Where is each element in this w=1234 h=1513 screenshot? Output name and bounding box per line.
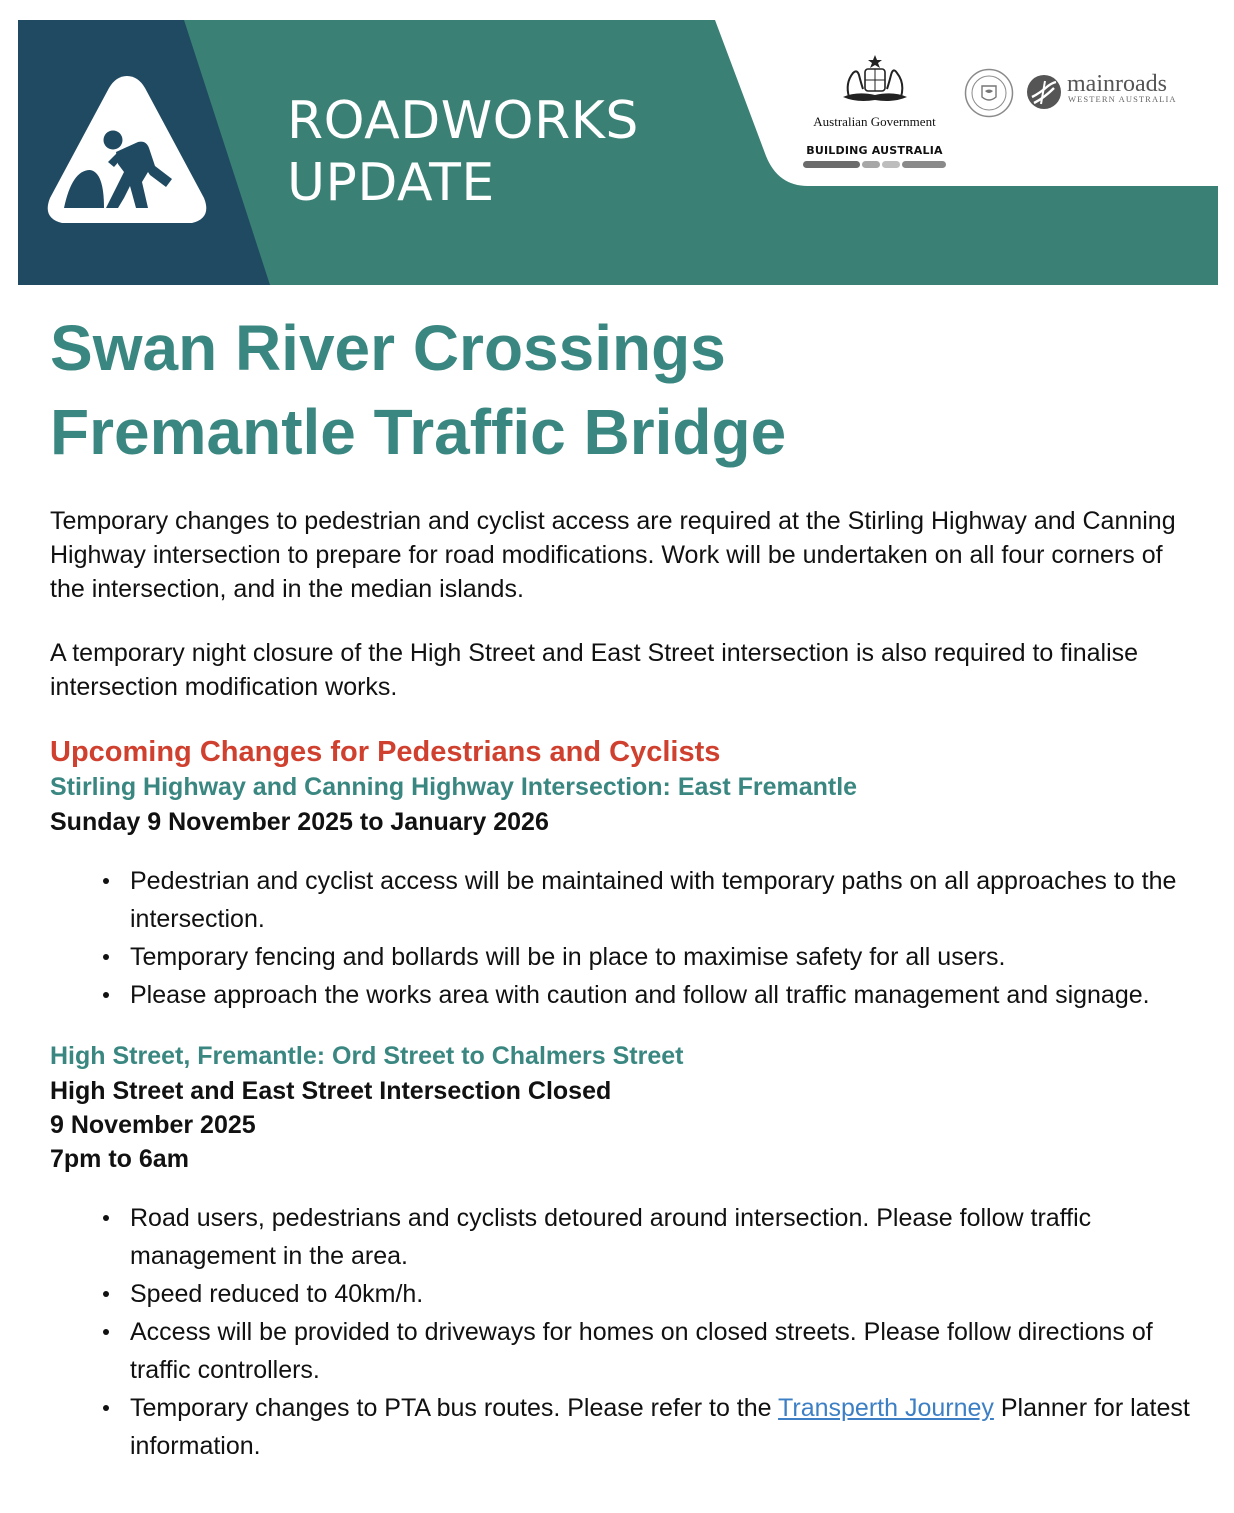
mainroads-subtitle: WESTERN AUSTRALIA xyxy=(1068,94,1177,104)
section-stirling-canning xyxy=(50,770,1190,1014)
bullet-dot xyxy=(103,1215,109,1221)
list-item xyxy=(130,1275,1190,1313)
changes-heading: Upcoming Changes for Pedestrians and Cyclists xyxy=(50,736,721,768)
section2-time: 7pm to 6am xyxy=(50,1145,189,1173)
coat-of-arms-icon xyxy=(837,53,913,107)
mainroads-logo xyxy=(1026,72,1186,112)
section-high-street xyxy=(50,1039,1190,1465)
australian-government-logo xyxy=(802,53,947,168)
list-item xyxy=(130,1313,1190,1389)
list-item-text: Pedestrian and cyclist access will be maintained with temporary paths on all approaches to the intersection. xyxy=(130,867,1177,933)
bullet-dot xyxy=(103,1405,109,1411)
list-item xyxy=(130,1389,1190,1465)
page-title xyxy=(50,306,1190,474)
banner-title-line2: UPDATE xyxy=(287,153,495,213)
intro-paragraph-2: A temporary night closure of the High Street and East Street intersection is also required to finalise intersection modification works. xyxy=(50,639,1139,701)
section2-date: 9 November 2025 xyxy=(50,1111,256,1139)
banner-title-line1: ROADWORKS xyxy=(287,91,639,151)
list-item-text-before-link: Temporary changes to PTA bus routes. Please refer to the xyxy=(130,1394,779,1422)
government-subtitle: BUILDING AUSTRALIA xyxy=(806,144,943,157)
section1-location: Stirling Highway and Canning Highway Intersection: East Fremantle xyxy=(50,773,858,801)
roadworks-banner xyxy=(18,20,1218,285)
list-item-text: Access will be provided to driveways for homes on closed streets. Please follow directions of traffic controllers. xyxy=(130,1318,1153,1384)
list-item xyxy=(130,862,1190,938)
section2-bullet-list xyxy=(50,1199,1190,1465)
list-item xyxy=(130,976,1190,1014)
list-item-text: Road users, pedestrians and cyclists detoured around intersection. Please follow traffic management in the area. xyxy=(130,1204,1092,1270)
bullet-dot xyxy=(103,954,109,960)
government-name: Australian Government xyxy=(813,114,936,129)
section1-dates: Sunday 9 November 2025 to January 2026 xyxy=(50,808,549,836)
transperth-journey-planner-link[interactable]: Transperth Journey xyxy=(778,1394,994,1422)
government-colour-bars xyxy=(803,161,946,168)
mainroads-name: mainroads xyxy=(1067,71,1167,97)
roadworks-worker-icon xyxy=(42,68,212,230)
notice-content xyxy=(50,306,1190,1465)
wa-government-seal-icon xyxy=(964,68,1014,118)
list-item-text: Temporary fencing and bollards will be in place to maximise safety for all users. xyxy=(130,943,1006,971)
bullet-dot xyxy=(103,1329,109,1335)
list-item-text: Speed reduced to 40km/h. xyxy=(130,1280,424,1308)
mainroads-emblem-icon xyxy=(1026,74,1062,110)
list-item xyxy=(130,938,1190,976)
list-item-text: Please approach the works area with caution and follow all traffic management and signage. xyxy=(130,981,1150,1009)
bullet-dot xyxy=(103,992,109,998)
section2-closure: High Street and East Street Intersection Closed xyxy=(50,1077,612,1105)
page-title-line1: Swan River Crossings xyxy=(50,312,726,384)
banner-title xyxy=(287,90,639,214)
section2-location: High Street, Fremantle: Ord Street to Chalmers Street xyxy=(50,1042,684,1070)
intro-paragraph-1: Temporary changes to pedestrian and cyclist access are required at the Stirling Highway and Canning Highway intersection to prepare for road modifications. Work will be undertaken on all four corners of the intersection, and in the median islands. xyxy=(50,507,1176,603)
list-item-text-after-link: Planner for latest information. xyxy=(130,1394,1190,1460)
bullet-dot xyxy=(103,878,109,884)
bullet-dot xyxy=(103,1291,109,1297)
page-title-line2: Fremantle Traffic Bridge xyxy=(50,396,787,468)
section1-bullet-list xyxy=(50,862,1190,1014)
list-item xyxy=(130,1199,1190,1275)
